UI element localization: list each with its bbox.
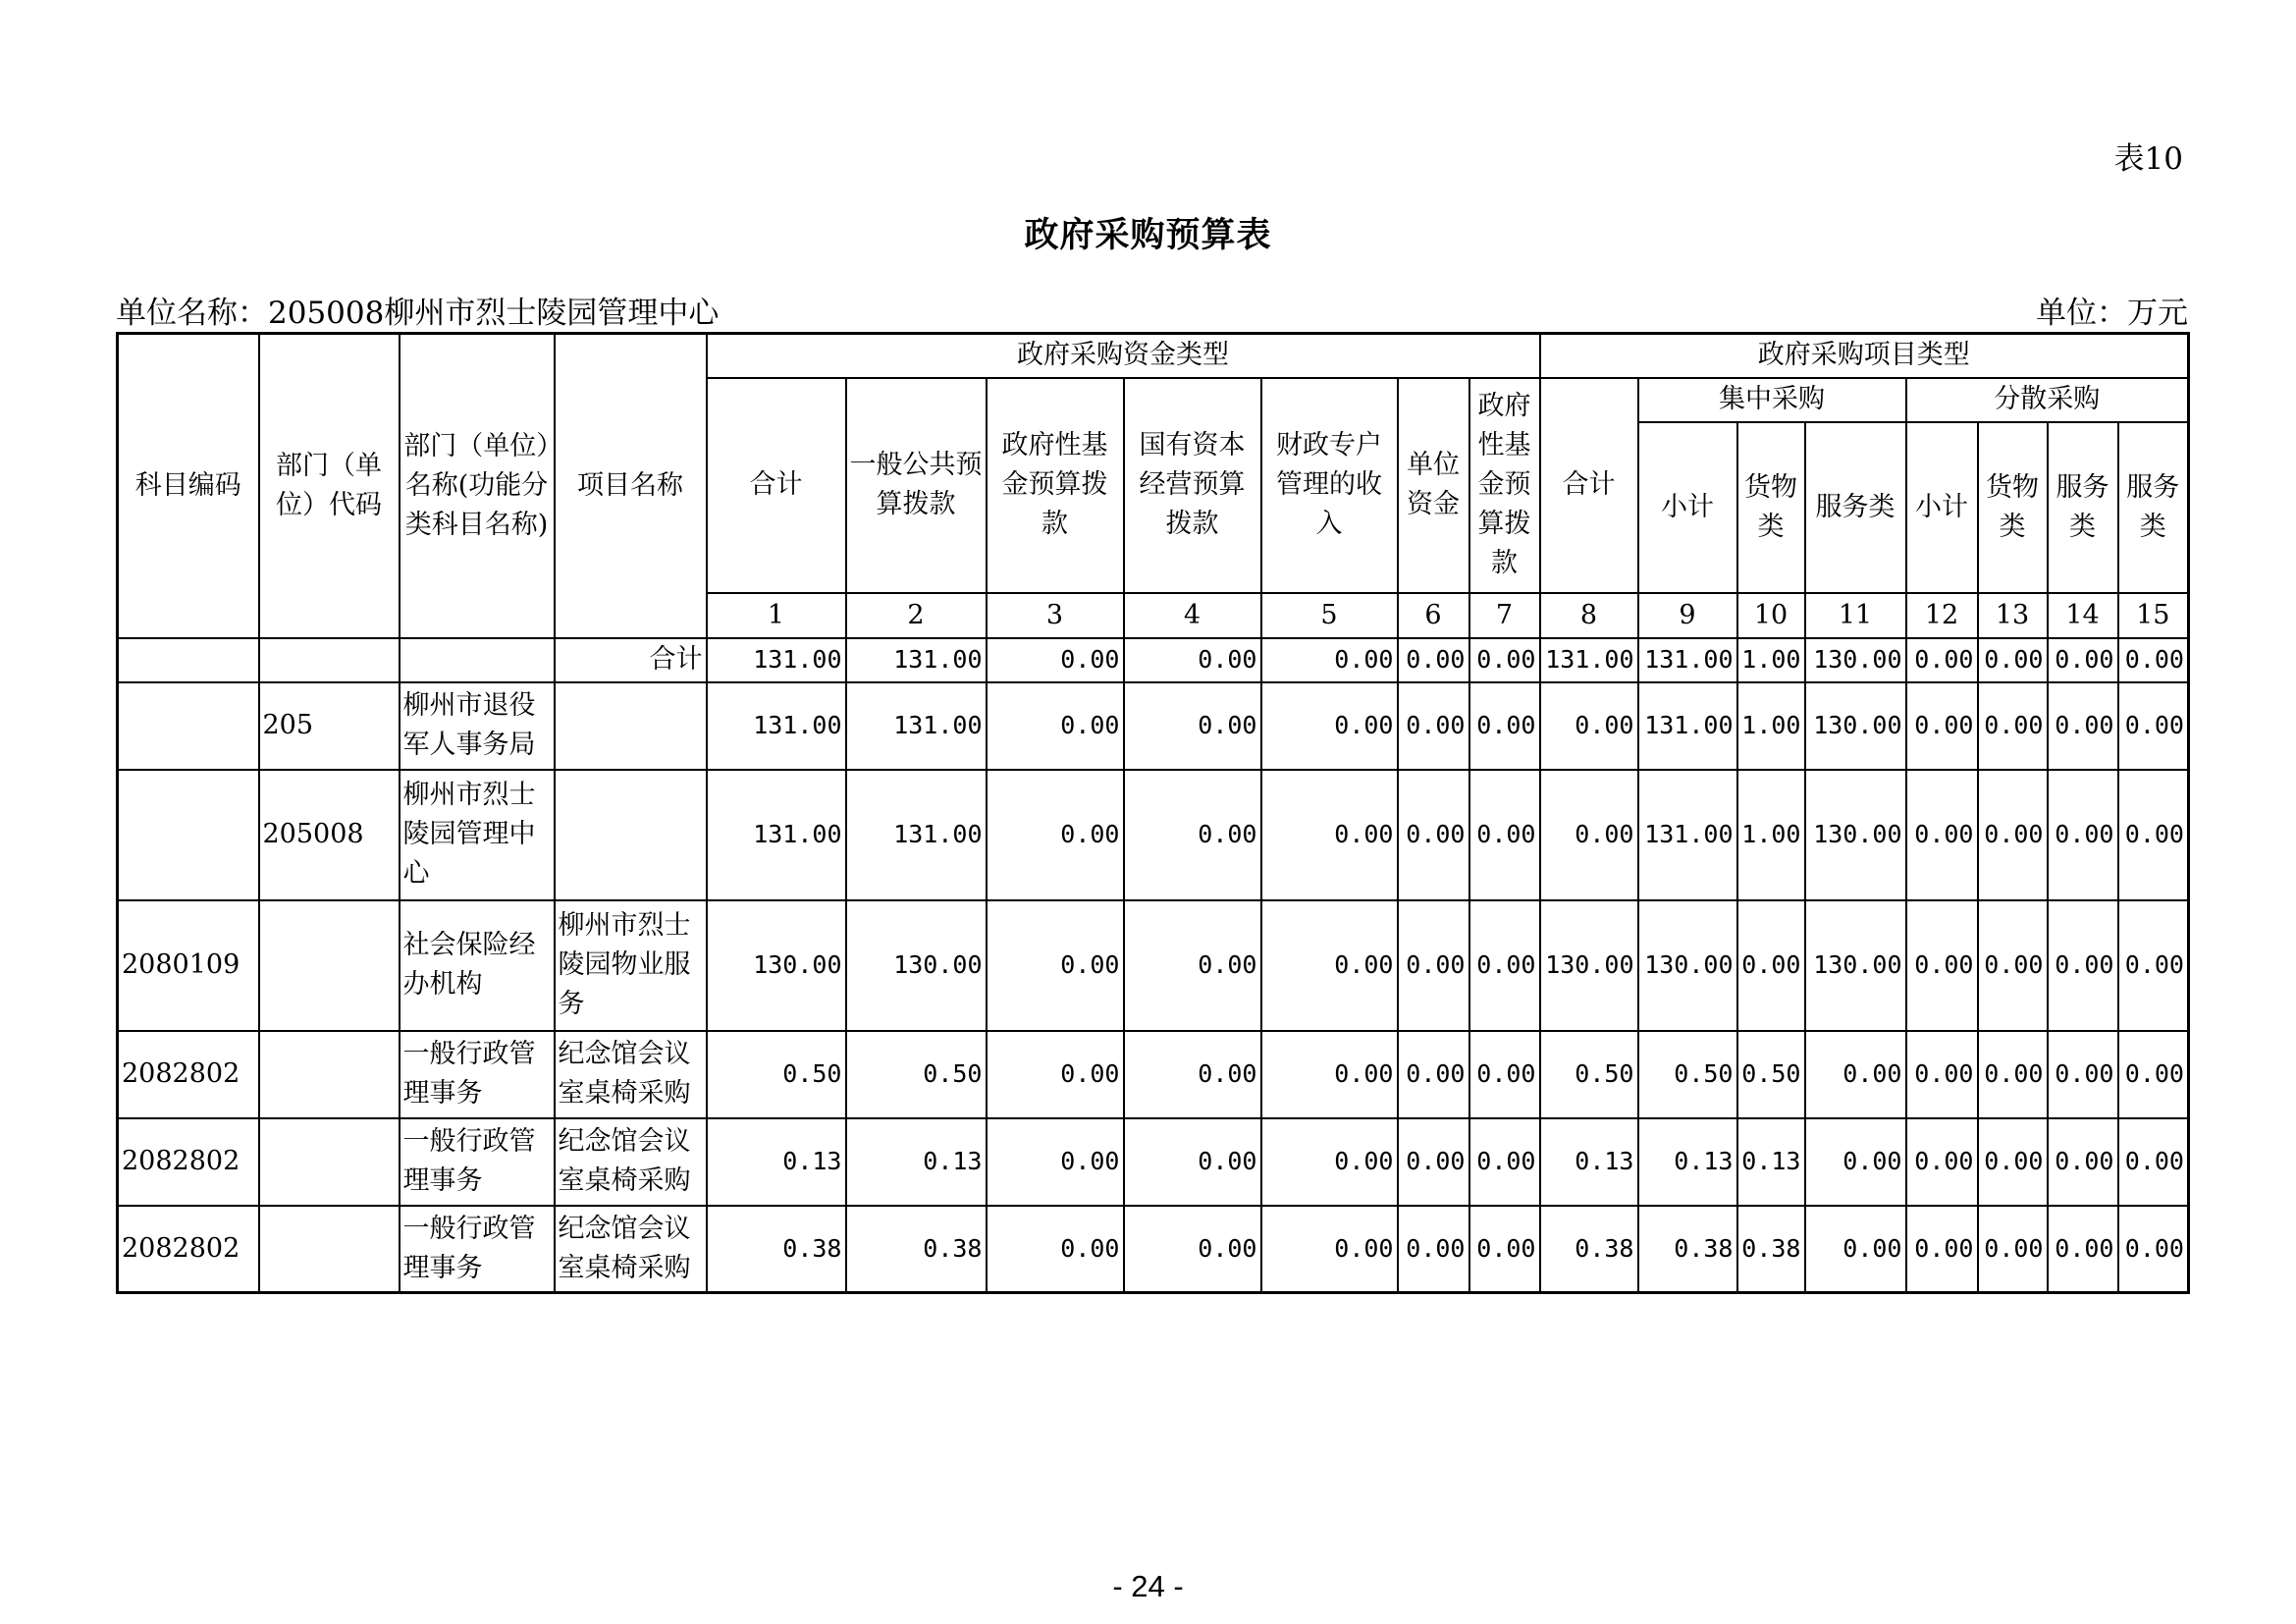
column-number: 7: [1469, 593, 1540, 638]
value-cell: 0.00: [1124, 1031, 1261, 1118]
column-number: 6: [1398, 593, 1469, 638]
header-unit-fund: 单位资金: [1398, 378, 1469, 593]
value-cell: 0.00: [1261, 1118, 1398, 1206]
table-row: [118, 682, 2189, 770]
value-cell: 0.00: [1124, 1118, 1261, 1206]
table-row: [118, 1118, 2189, 1206]
value-cell: 0.00: [1540, 682, 1638, 770]
value-cell: 0.00: [1398, 1206, 1469, 1293]
value-cell: 130.00: [1805, 682, 1906, 770]
value-cell: 0.00: [1540, 770, 1638, 900]
value-cell: 0.13: [1737, 1118, 1805, 1206]
value-cell: 0.00: [2048, 1118, 2118, 1206]
subject-code-cell: [118, 638, 259, 682]
value-cell: 0.00: [1805, 1118, 1906, 1206]
value-cell: 0.00: [2118, 770, 2189, 900]
value-cell: 0.00: [2118, 682, 2189, 770]
value-cell: 1.00: [1737, 638, 1805, 682]
value-cell: 0.00: [1906, 900, 1978, 1031]
column-number: 15: [2118, 593, 2189, 638]
value-cell: 0.50: [1540, 1031, 1638, 1118]
value-cell: 0.00: [2118, 1031, 2189, 1118]
column-number: 14: [2048, 593, 2118, 638]
column-number: 2: [846, 593, 987, 638]
unit-line: [116, 288, 2188, 332]
value-cell: 0.00: [1398, 638, 1469, 682]
value-cell: 0.00: [1261, 1031, 1398, 1118]
value-cell: 0.00: [2048, 770, 2118, 900]
value-cell: 0.00: [1737, 900, 1805, 1031]
value-cell: 0.00: [1906, 770, 1978, 900]
subject-code-cell: [118, 682, 259, 770]
value-cell: 131.00: [1540, 638, 1638, 682]
header-gov-fund: 政府性基金预算拨款: [987, 378, 1124, 593]
value-cell: 0.00: [2048, 682, 2118, 770]
value-cell: 0.00: [1469, 900, 1540, 1031]
value-cell: 0.38: [846, 1206, 987, 1293]
column-number: 12: [1906, 593, 1978, 638]
value-cell: 0.00: [1124, 900, 1261, 1031]
project-name-cell: [555, 682, 707, 770]
value-cell: 0.00: [1124, 638, 1261, 682]
header-services: 服务类: [1805, 422, 1906, 593]
value-cell: 0.00: [1398, 770, 1469, 900]
header-goods-2: 货物类: [1978, 422, 2048, 593]
value-cell: 0.50: [1737, 1031, 1805, 1118]
value-cell: 0.00: [1805, 1206, 1906, 1293]
value-cell: 0.00: [1978, 1118, 2048, 1206]
dept-name-cell: 社会保险经办机构: [400, 900, 555, 1031]
value-cell: 0.00: [1978, 1206, 2048, 1293]
value-cell: 0.00: [2048, 1206, 2118, 1293]
value-cell: 0.00: [1398, 682, 1469, 770]
page-number: - 24 -: [1112, 1569, 1184, 1603]
column-number: 11: [1805, 593, 1906, 638]
value-cell: 0.00: [2048, 1031, 2118, 1118]
table-label: 表10: [2113, 141, 2183, 177]
value-cell: 0.38: [1737, 1206, 1805, 1293]
subject-code-cell: 2082802: [118, 1118, 259, 1206]
header-dept-name: 部门（单位）名称(功能分类科目名称): [400, 334, 555, 638]
project-name-cell: [555, 770, 707, 900]
header-row-1: [118, 334, 2189, 378]
header-services-2: 服务类: [2048, 422, 2118, 593]
value-cell: 130.00: [1805, 770, 1906, 900]
value-cell: 131.00: [1638, 770, 1737, 900]
value-cell: 0.38: [1638, 1206, 1737, 1293]
value-cell: 0.00: [1978, 770, 2048, 900]
value-cell: 0.13: [1540, 1118, 1638, 1206]
header-decentralized: 分散采购: [1906, 378, 2189, 422]
table-row: [118, 638, 2189, 682]
value-cell: 0.00: [1124, 770, 1261, 900]
header-subtotal-2: 小计: [1906, 422, 1978, 593]
header-project-name: 项目名称: [555, 334, 707, 638]
value-cell: 131.00: [707, 638, 846, 682]
header-dept-code: 部门（单位）代码: [259, 334, 400, 638]
column-number: 9: [1638, 593, 1737, 638]
value-cell: 0.00: [1906, 682, 1978, 770]
value-cell: 0.00: [1469, 638, 1540, 682]
value-cell: 0.13: [1638, 1118, 1737, 1206]
header-goods: 货物类: [1737, 422, 1805, 593]
value-cell: 0.00: [1261, 770, 1398, 900]
value-cell: 0.00: [2048, 900, 2118, 1031]
header-total-2: 合计: [1540, 378, 1638, 593]
procurement-budget-table: [116, 332, 2190, 1294]
dept-code-cell: [259, 638, 400, 682]
value-cell: 0.00: [1978, 682, 2048, 770]
subject-code-cell: [118, 770, 259, 900]
dept-name-cell: 一般行政管理事务: [400, 1118, 555, 1206]
value-cell: 130.00: [707, 900, 846, 1031]
project-name-cell: 合计: [555, 638, 707, 682]
header-general-public: 一般公共预算拨款: [846, 378, 987, 593]
column-number: 8: [1540, 593, 1638, 638]
dept-code-cell: [259, 1031, 400, 1118]
value-cell: 130.00: [1540, 900, 1638, 1031]
column-number: 1: [707, 593, 846, 638]
value-cell: 0.00: [1469, 770, 1540, 900]
dept-code-cell: [259, 1118, 400, 1206]
header-subtotal: 小计: [1638, 422, 1737, 593]
dept-code-cell: [259, 900, 400, 1031]
value-cell: 0.38: [1540, 1206, 1638, 1293]
value-cell: 0.00: [1805, 1031, 1906, 1118]
column-number: 3: [987, 593, 1124, 638]
project-name-cell: 纪念馆会议室桌椅采购: [555, 1118, 707, 1206]
dept-code-cell: 205: [259, 682, 400, 770]
table-row: [118, 900, 2189, 1031]
value-cell: 0.00: [1469, 682, 1540, 770]
value-cell: 0.00: [1469, 1206, 1540, 1293]
unit-measure: 单位：万元: [2036, 296, 2188, 331]
value-cell: 0.00: [1906, 1118, 1978, 1206]
dept-name-cell: 一般行政管理事务: [400, 1206, 555, 1293]
value-cell: 0.00: [1906, 1031, 1978, 1118]
header-subject-code: 科目编码: [118, 334, 259, 638]
header-centralized: 集中采购: [1638, 378, 1906, 422]
value-cell: 0.00: [2118, 638, 2189, 682]
project-name-cell: 柳州市烈士陵园物业服务: [555, 900, 707, 1031]
value-cell: 0.00: [1469, 1031, 1540, 1118]
value-cell: 0.00: [987, 682, 1124, 770]
value-cell: 131.00: [846, 638, 987, 682]
value-cell: 0.00: [1978, 1031, 2048, 1118]
value-cell: 0.00: [987, 1206, 1124, 1293]
page-title: 政府采购预算表: [1024, 215, 1272, 255]
value-cell: 0.00: [1398, 1031, 1469, 1118]
value-cell: 0.00: [1906, 638, 1978, 682]
table-row: [118, 770, 2189, 900]
value-cell: 131.00: [707, 682, 846, 770]
value-cell: 0.00: [1124, 1206, 1261, 1293]
value-cell: 0.00: [1261, 900, 1398, 1031]
value-cell: 0.00: [1261, 638, 1398, 682]
value-cell: 130.00: [1805, 638, 1906, 682]
value-cell: 0.13: [707, 1118, 846, 1206]
value-cell: 0.00: [1398, 900, 1469, 1031]
value-cell: 0.00: [987, 638, 1124, 682]
value-cell: 0.00: [987, 900, 1124, 1031]
column-number: 5: [1261, 593, 1398, 638]
value-cell: 131.00: [1638, 638, 1737, 682]
value-cell: 130.00: [1805, 900, 1906, 1031]
subject-code-cell: 2082802: [118, 1031, 259, 1118]
value-cell: 0.00: [1469, 1118, 1540, 1206]
table-row: [118, 1206, 2189, 1293]
value-cell: 130.00: [1638, 900, 1737, 1031]
dept-code-cell: 205008: [259, 770, 400, 900]
value-cell: 0.50: [1638, 1031, 1737, 1118]
value-cell: 0.00: [1398, 1118, 1469, 1206]
value-cell: 0.50: [707, 1031, 846, 1118]
dept-code-cell: [259, 1206, 400, 1293]
value-cell: 0.00: [987, 1118, 1124, 1206]
value-cell: 0.00: [1124, 682, 1261, 770]
value-cell: 131.00: [1638, 682, 1737, 770]
dept-name-cell: [400, 638, 555, 682]
value-cell: 0.00: [1978, 900, 2048, 1031]
header-project-type: 政府采购项目类型: [1540, 334, 2189, 378]
value-cell: 0.00: [1978, 638, 2048, 682]
header-services-3: 服务类: [2118, 422, 2189, 593]
dept-name-cell: 柳州市退役军人事务局: [400, 682, 555, 770]
value-cell: 0.00: [2118, 1118, 2189, 1206]
value-cell: 0.00: [1906, 1206, 1978, 1293]
value-cell: 0.00: [2048, 638, 2118, 682]
value-cell: 0.00: [2118, 900, 2189, 1031]
dept-name-cell: 一般行政管理事务: [400, 1031, 555, 1118]
value-cell: 0.13: [846, 1118, 987, 1206]
column-number: 10: [1737, 593, 1805, 638]
header-state-capital: 国有资本经营预算拨款: [1124, 378, 1261, 593]
value-cell: 1.00: [1737, 682, 1805, 770]
header-gov-fund-2: 政府性基金预算拨款: [1469, 378, 1540, 593]
value-cell: 130.00: [846, 900, 987, 1031]
value-cell: 0.00: [1261, 1206, 1398, 1293]
value-cell: 0.50: [846, 1031, 987, 1118]
value-cell: 0.00: [987, 1031, 1124, 1118]
project-name-cell: 纪念馆会议室桌椅采购: [555, 1206, 707, 1293]
value-cell: 0.00: [2118, 1206, 2189, 1293]
value-cell: 131.00: [846, 770, 987, 900]
header-fiscal-special: 财政专户管理的收入: [1261, 378, 1398, 593]
column-number: 13: [1978, 593, 2048, 638]
column-number: 4: [1124, 593, 1261, 638]
subject-code-cell: 2080109: [118, 900, 259, 1031]
value-cell: 131.00: [707, 770, 846, 900]
table-row: [118, 1031, 2189, 1118]
dept-name-cell: 柳州市烈士陵园管理中心: [400, 770, 555, 900]
project-name-cell: 纪念馆会议室桌椅采购: [555, 1031, 707, 1118]
value-cell: 131.00: [846, 682, 987, 770]
value-cell: 0.38: [707, 1206, 846, 1293]
header-fund-type: 政府采购资金类型: [707, 334, 1540, 378]
value-cell: 0.00: [1261, 682, 1398, 770]
value-cell: 1.00: [1737, 770, 1805, 900]
subject-code-cell: 2082802: [118, 1206, 259, 1293]
unit-name: 单位名称：205008柳州市烈士陵园管理中心: [116, 296, 720, 331]
header-total: 合计: [707, 378, 846, 593]
value-cell: 0.00: [987, 770, 1124, 900]
